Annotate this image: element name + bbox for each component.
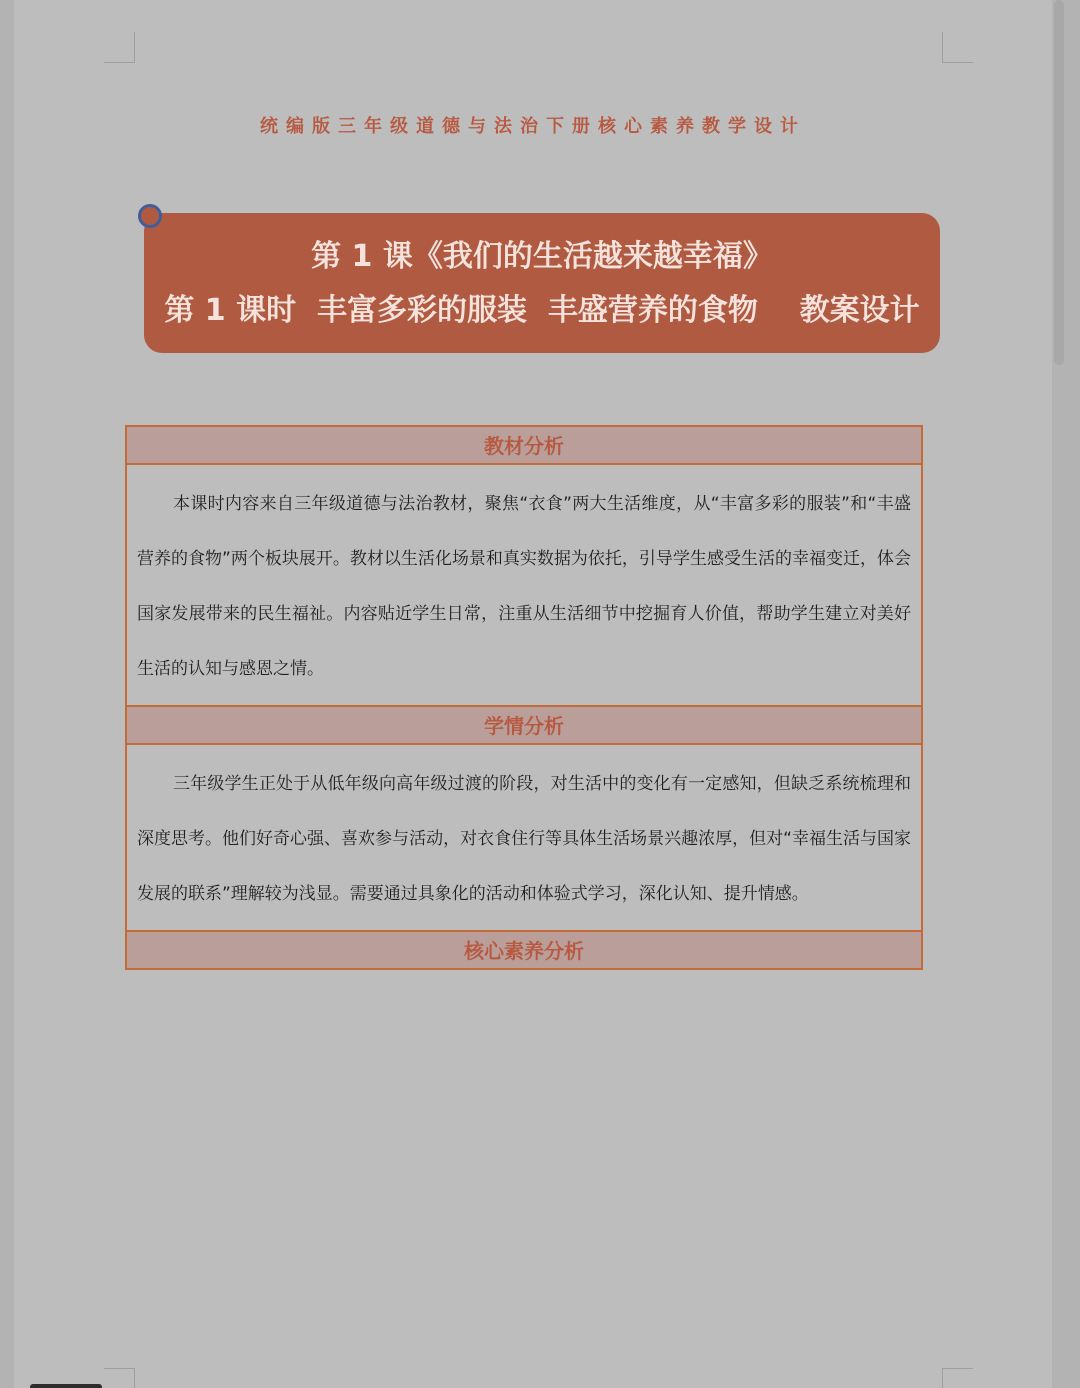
section-body-student-analysis: 三年级学生正处于从低年级向高年级过渡的阶段，对生活中的变化有一定感知，但缺乏系统梳理和深度思考。他们好奇心强、喜欢参与活动，对衣食住行等具体生活场景兴趣浓厚，但对“幸福生活与国家发展的联系”理解较为浅显。需要通过具象化的活动和体验式学习，深化认知、提升情感。 bbox=[127, 745, 921, 932]
section-heading-core-literacy: 核心素养分析 bbox=[127, 932, 921, 968]
crop-mark-top-right bbox=[942, 32, 973, 63]
running-header: 统编版三年级道德与法治下册核心素养教学设计 bbox=[260, 116, 806, 137]
crop-mark-bottom-right bbox=[942, 1368, 973, 1388]
lesson-title: 第 1 课《我们的生活越来越幸福》 bbox=[311, 239, 773, 274]
vertical-scrollbar[interactable] bbox=[1054, 0, 1064, 365]
section-heading-student-analysis: 学情分析 bbox=[127, 707, 921, 745]
home-indicator[interactable] bbox=[30, 1384, 102, 1388]
lesson-plan-table bbox=[125, 425, 923, 970]
crop-mark-top-left bbox=[104, 32, 135, 63]
selection-handle-icon[interactable] bbox=[138, 204, 162, 228]
section-body-textbook-analysis: 本课时内容来自三年级道德与法治教材，聚焦“衣食”两大生活维度，从“丰富多彩的服装”和“丰盛营养的食物”两个板块展开。教材以生活化场景和真实数据为依托，引导学生感受生活的幸福变迁，体会国家发展带来的民生福祉。内容贴近学生日常，注重从生活细节中挖掘育人价值，帮助学生建立对美好生活的认知与感恩之情。 bbox=[127, 465, 921, 707]
crop-mark-bottom-left bbox=[104, 1368, 135, 1388]
lesson-subtitle: 第 1 课时 丰富多彩的服装 丰盛营养的食物 教案设计 bbox=[164, 293, 920, 328]
section-heading-textbook-analysis: 教材分析 bbox=[127, 427, 921, 465]
title-banner bbox=[144, 213, 940, 353]
document-page bbox=[14, 0, 1052, 1388]
